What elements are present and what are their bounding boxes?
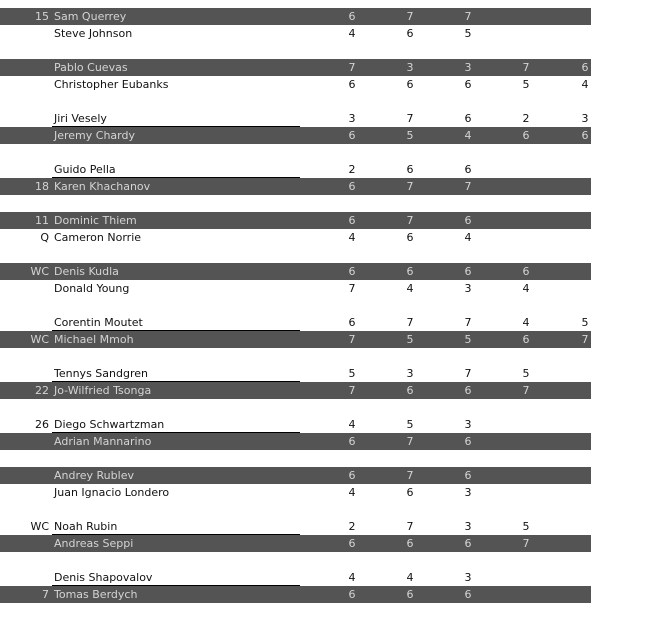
winner-row [0,382,591,399]
match-separator [0,297,591,314]
winner-row [0,331,591,348]
player-seed: WC [30,333,49,346]
set-score: 6 [464,469,472,482]
player-name: Juan Ignacio Londero [54,486,170,499]
set-score: 7 [406,469,414,482]
set-score: 6 [464,384,472,397]
match-separator [0,501,591,518]
player-name: Donald Young [54,282,130,295]
player-name: Karen Khachanov [54,180,151,193]
winner-row [0,263,591,280]
match-separator [0,246,591,263]
winner-row [0,535,591,552]
match-separator [0,42,591,59]
set-score: 7 [406,180,414,193]
player-seed: 7 [42,588,49,601]
set-score: 6 [348,180,356,193]
winner-row [0,59,591,76]
set-score: 6 [522,333,530,346]
set-score: 5 [522,520,530,533]
set-score: 4 [348,571,356,584]
set-score: 4 [406,571,414,584]
set-score: 6 [581,61,589,74]
player-seed: 11 [35,214,49,227]
player-seed: 22 [35,384,49,397]
set-score: 7 [464,316,472,329]
set-score: 5 [522,367,530,380]
set-score: 6 [348,129,356,142]
match-separator [0,93,591,110]
set-score: 5 [464,27,472,40]
set-score: 5 [581,316,589,329]
player-row [0,365,591,382]
player-name: Jiri Vesely [54,112,107,125]
player-row [0,280,591,297]
player-row [0,484,591,501]
set-score: 3 [581,112,589,125]
player-name: Sam Querrey [54,10,127,23]
set-score: 7 [406,520,414,533]
set-score: 2 [348,520,356,533]
set-score: 6 [348,214,356,227]
set-score: 6 [406,163,414,176]
set-score: 6 [348,435,356,448]
set-score: 6 [522,129,530,142]
set-score: 6 [522,265,530,278]
set-score: 7 [406,316,414,329]
set-score: 7 [348,333,356,346]
set-score: 3 [464,282,472,295]
draw-bracket [0,8,591,603]
set-score: 3 [406,61,414,74]
player-row [0,110,591,127]
set-score: 6 [348,537,356,550]
set-score: 5 [406,418,414,431]
set-score: 5 [406,333,414,346]
set-score: 7 [348,384,356,397]
player-name: Jeremy Chardy [54,129,135,142]
set-score: 7 [406,112,414,125]
set-score: 6 [348,316,356,329]
player-seed: 15 [35,10,49,23]
set-score: 6 [406,265,414,278]
set-score: 3 [464,571,472,584]
set-score: 7 [406,214,414,227]
set-score: 6 [464,265,472,278]
set-score: 6 [348,469,356,482]
player-row [0,569,591,586]
player-name: Denis Kudla [54,265,119,278]
set-score: 6 [464,537,472,550]
set-score: 3 [464,486,472,499]
winner-row [0,212,591,229]
player-seed: 26 [35,418,49,431]
set-score: 4 [522,282,530,295]
set-score: 6 [348,265,356,278]
set-score: 5 [522,78,530,91]
player-seed: WC [30,265,49,278]
player-name: Christopher Eubanks [54,78,169,91]
set-score: 7 [522,537,530,550]
set-score: 6 [581,129,589,142]
winner-row [0,467,591,484]
set-score: 6 [348,588,356,601]
winner-row [0,433,591,450]
set-score: 7 [348,61,356,74]
player-name: Michael Mmoh [54,333,134,346]
set-score: 2 [522,112,530,125]
player-row [0,76,591,93]
set-score: 7 [406,10,414,23]
set-score: 6 [406,231,414,244]
set-score: 4 [581,78,589,91]
player-name: Denis Shapovalov [54,571,153,584]
player-name: Steve Johnson [54,27,133,40]
winner-row [0,586,591,603]
player-row [0,161,591,178]
set-score: 3 [348,112,356,125]
player-name: Jo-Wilfried Tsonga [54,384,152,397]
player-name: Guido Pella [54,163,116,176]
set-score: 7 [522,61,530,74]
set-score: 6 [406,384,414,397]
set-score: 2 [348,163,356,176]
set-score: 4 [406,282,414,295]
match-separator [0,195,591,212]
player-seed: 18 [35,180,49,193]
set-score: 5 [406,129,414,142]
player-row [0,25,591,42]
set-score: 7 [348,282,356,295]
set-score: 6 [348,78,356,91]
set-score: 6 [464,214,472,227]
set-score: 7 [581,333,589,346]
set-score: 7 [522,384,530,397]
player-name: Adrian Mannarino [54,435,152,448]
match-separator [0,552,591,569]
set-score: 3 [406,367,414,380]
player-name: Andreas Seppi [54,537,134,550]
set-score: 7 [464,367,472,380]
set-score: 6 [464,163,472,176]
player-seed: WC [30,520,49,533]
set-score: 7 [406,435,414,448]
set-score: 4 [348,27,356,40]
player-row [0,314,591,331]
set-score: 6 [348,10,356,23]
set-score: 4 [348,231,356,244]
set-score: 6 [406,78,414,91]
set-score: 6 [406,537,414,550]
player-name: Pablo Cuevas [54,61,128,74]
set-score: 4 [464,231,472,244]
player-name: Dominic Thiem [54,214,137,227]
player-name: Diego Schwartzman [54,418,165,431]
set-score: 3 [464,61,472,74]
player-name: Tomas Berdych [54,588,138,601]
player-name: Noah Rubin [54,520,118,533]
match-separator [0,144,591,161]
match-separator [0,450,591,467]
set-score: 4 [348,486,356,499]
set-score: 6 [464,588,472,601]
set-score: 3 [464,520,472,533]
player-row [0,229,591,246]
player-name: Corentin Moutet [54,316,143,329]
player-row [0,518,591,535]
set-score: 6 [406,27,414,40]
winner-row [0,178,591,195]
player-seed: Q [40,231,49,244]
player-name: Cameron Norrie [54,231,142,244]
match-separator [0,399,591,416]
match-separator [0,348,591,365]
winner-row [0,127,591,144]
set-score: 6 [464,78,472,91]
winner-row [0,8,591,25]
set-score: 6 [406,486,414,499]
set-score: 7 [464,10,472,23]
set-score: 6 [464,112,472,125]
set-score: 4 [348,418,356,431]
set-score: 6 [464,435,472,448]
player-name: Andrey Rublev [54,469,134,482]
set-score: 5 [464,333,472,346]
set-score: 6 [406,588,414,601]
player-name: Tennys Sandgren [54,367,148,380]
set-score: 5 [348,367,356,380]
set-score: 7 [464,180,472,193]
set-score: 4 [522,316,530,329]
set-score: 4 [464,129,472,142]
player-row [0,416,591,433]
set-score: 3 [464,418,472,431]
